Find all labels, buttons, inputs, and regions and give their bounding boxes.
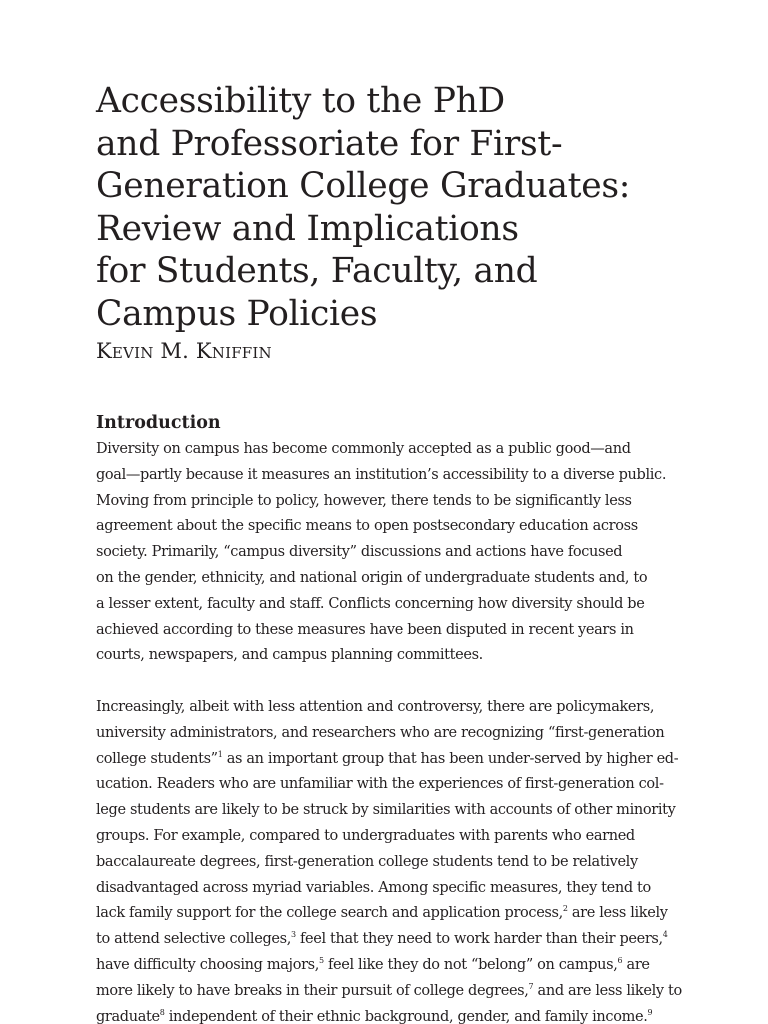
text-line	[96, 747, 682, 773]
text-line: Increasingly, albeit with less attention and controversy, there are policymakers,	[96, 699, 655, 715]
footnote-ref[interactable]: 4	[662, 930, 668, 940]
title-line: Campus Policies	[96, 293, 378, 334]
footnote-ref[interactable]: 6	[617, 955, 623, 965]
body-paragraph	[96, 437, 666, 669]
text-span: independent of their ethnic background, gender, and family income.	[164, 1008, 648, 1024]
text-span: to attend selective colleges,	[96, 931, 291, 948]
text-line: university administrators, and researchers who are recognizing “first-generation	[96, 724, 665, 741]
text-line: a lesser extent, faculty and staff. Conflicts concerning how diversity should be	[96, 595, 645, 612]
text-line: baccalaureate degrees, first-generation college students tend to be relatively	[96, 853, 638, 870]
text-line	[96, 927, 682, 953]
text-line: ucation. Readers who are unfamiliar with the experiences of first-generation col-	[96, 776, 664, 793]
footnote-ref[interactable]: 8	[159, 1007, 165, 1017]
text-span: feel that they need to work harder than their peers,	[295, 931, 663, 948]
section-heading: Introduction	[96, 413, 221, 433]
text-line	[96, 1005, 682, 1024]
author-name: Kevin M. Kniffin	[96, 339, 272, 363]
footnote-ref[interactable]: 7	[528, 981, 534, 991]
text-line: Moving from principle to policy, however, there tends to be significantly less	[96, 492, 632, 509]
title-line: Review and Implications	[96, 208, 519, 249]
text-line: agreement about the specific means to open postsecondary education across	[96, 518, 638, 535]
footnote-ref[interactable]: 9	[647, 1007, 653, 1017]
article-title	[96, 80, 630, 336]
text-line	[96, 901, 682, 927]
footnote-ref[interactable]: 2	[562, 904, 568, 914]
text-line: Diversity on campus has become commonly accepted as a public good—and	[96, 441, 631, 457]
title-line: Generation College Graduates:	[96, 166, 631, 207]
text-line: groups. For example, compared to undergraduates with parents who earned	[96, 827, 635, 844]
text-span: have difficulty choosing majors,	[96, 956, 320, 973]
text-line: goal—partly because it measures an institution’s accessibility to a diverse public.	[96, 466, 667, 483]
text-span: are	[622, 956, 650, 973]
text-line: disadvantaged across myriad variables. Among specific measures, they tend to	[96, 879, 651, 896]
text-span: feel like they do not “belong” on campus,	[323, 956, 618, 973]
text-line	[96, 953, 682, 979]
text-span: college students”	[96, 750, 218, 767]
text-span: lack family support for the college search and application process,	[96, 905, 563, 922]
text-line	[96, 979, 682, 1005]
body-paragraph	[96, 695, 682, 1024]
title-line: Accessibility to the PhD	[96, 81, 505, 121]
text-span: as an important group that has been under-served by higher ed-	[222, 750, 679, 767]
footnote-ref[interactable]: 1	[217, 749, 223, 759]
footnote-ref[interactable]: 5	[319, 955, 324, 965]
text-span: more likely to have breaks in their pursuit of college degrees,	[96, 982, 529, 999]
title-line: and Professoriate for First-	[96, 123, 563, 164]
text-span: and are less likely to	[533, 982, 682, 999]
text-line: lege students are likely to be struck by similarities with accounts of other minority	[96, 802, 676, 819]
text-line: society. Primarily, “campus diversity” discussions and actions have focused	[96, 544, 623, 561]
text-span: are less likely	[567, 905, 668, 922]
footnote-ref[interactable]: 3	[290, 930, 296, 940]
text-line: courts, newspapers, and campus planning committees.	[96, 647, 483, 664]
text-span: graduate	[96, 1008, 160, 1024]
text-line: achieved according to these measures have been disputed in recent years in	[96, 621, 634, 638]
title-line: for Students, Faculty, and	[96, 251, 538, 292]
text-line: on the gender, ethnicity, and national origin of undergraduate students and, to	[96, 569, 648, 586]
